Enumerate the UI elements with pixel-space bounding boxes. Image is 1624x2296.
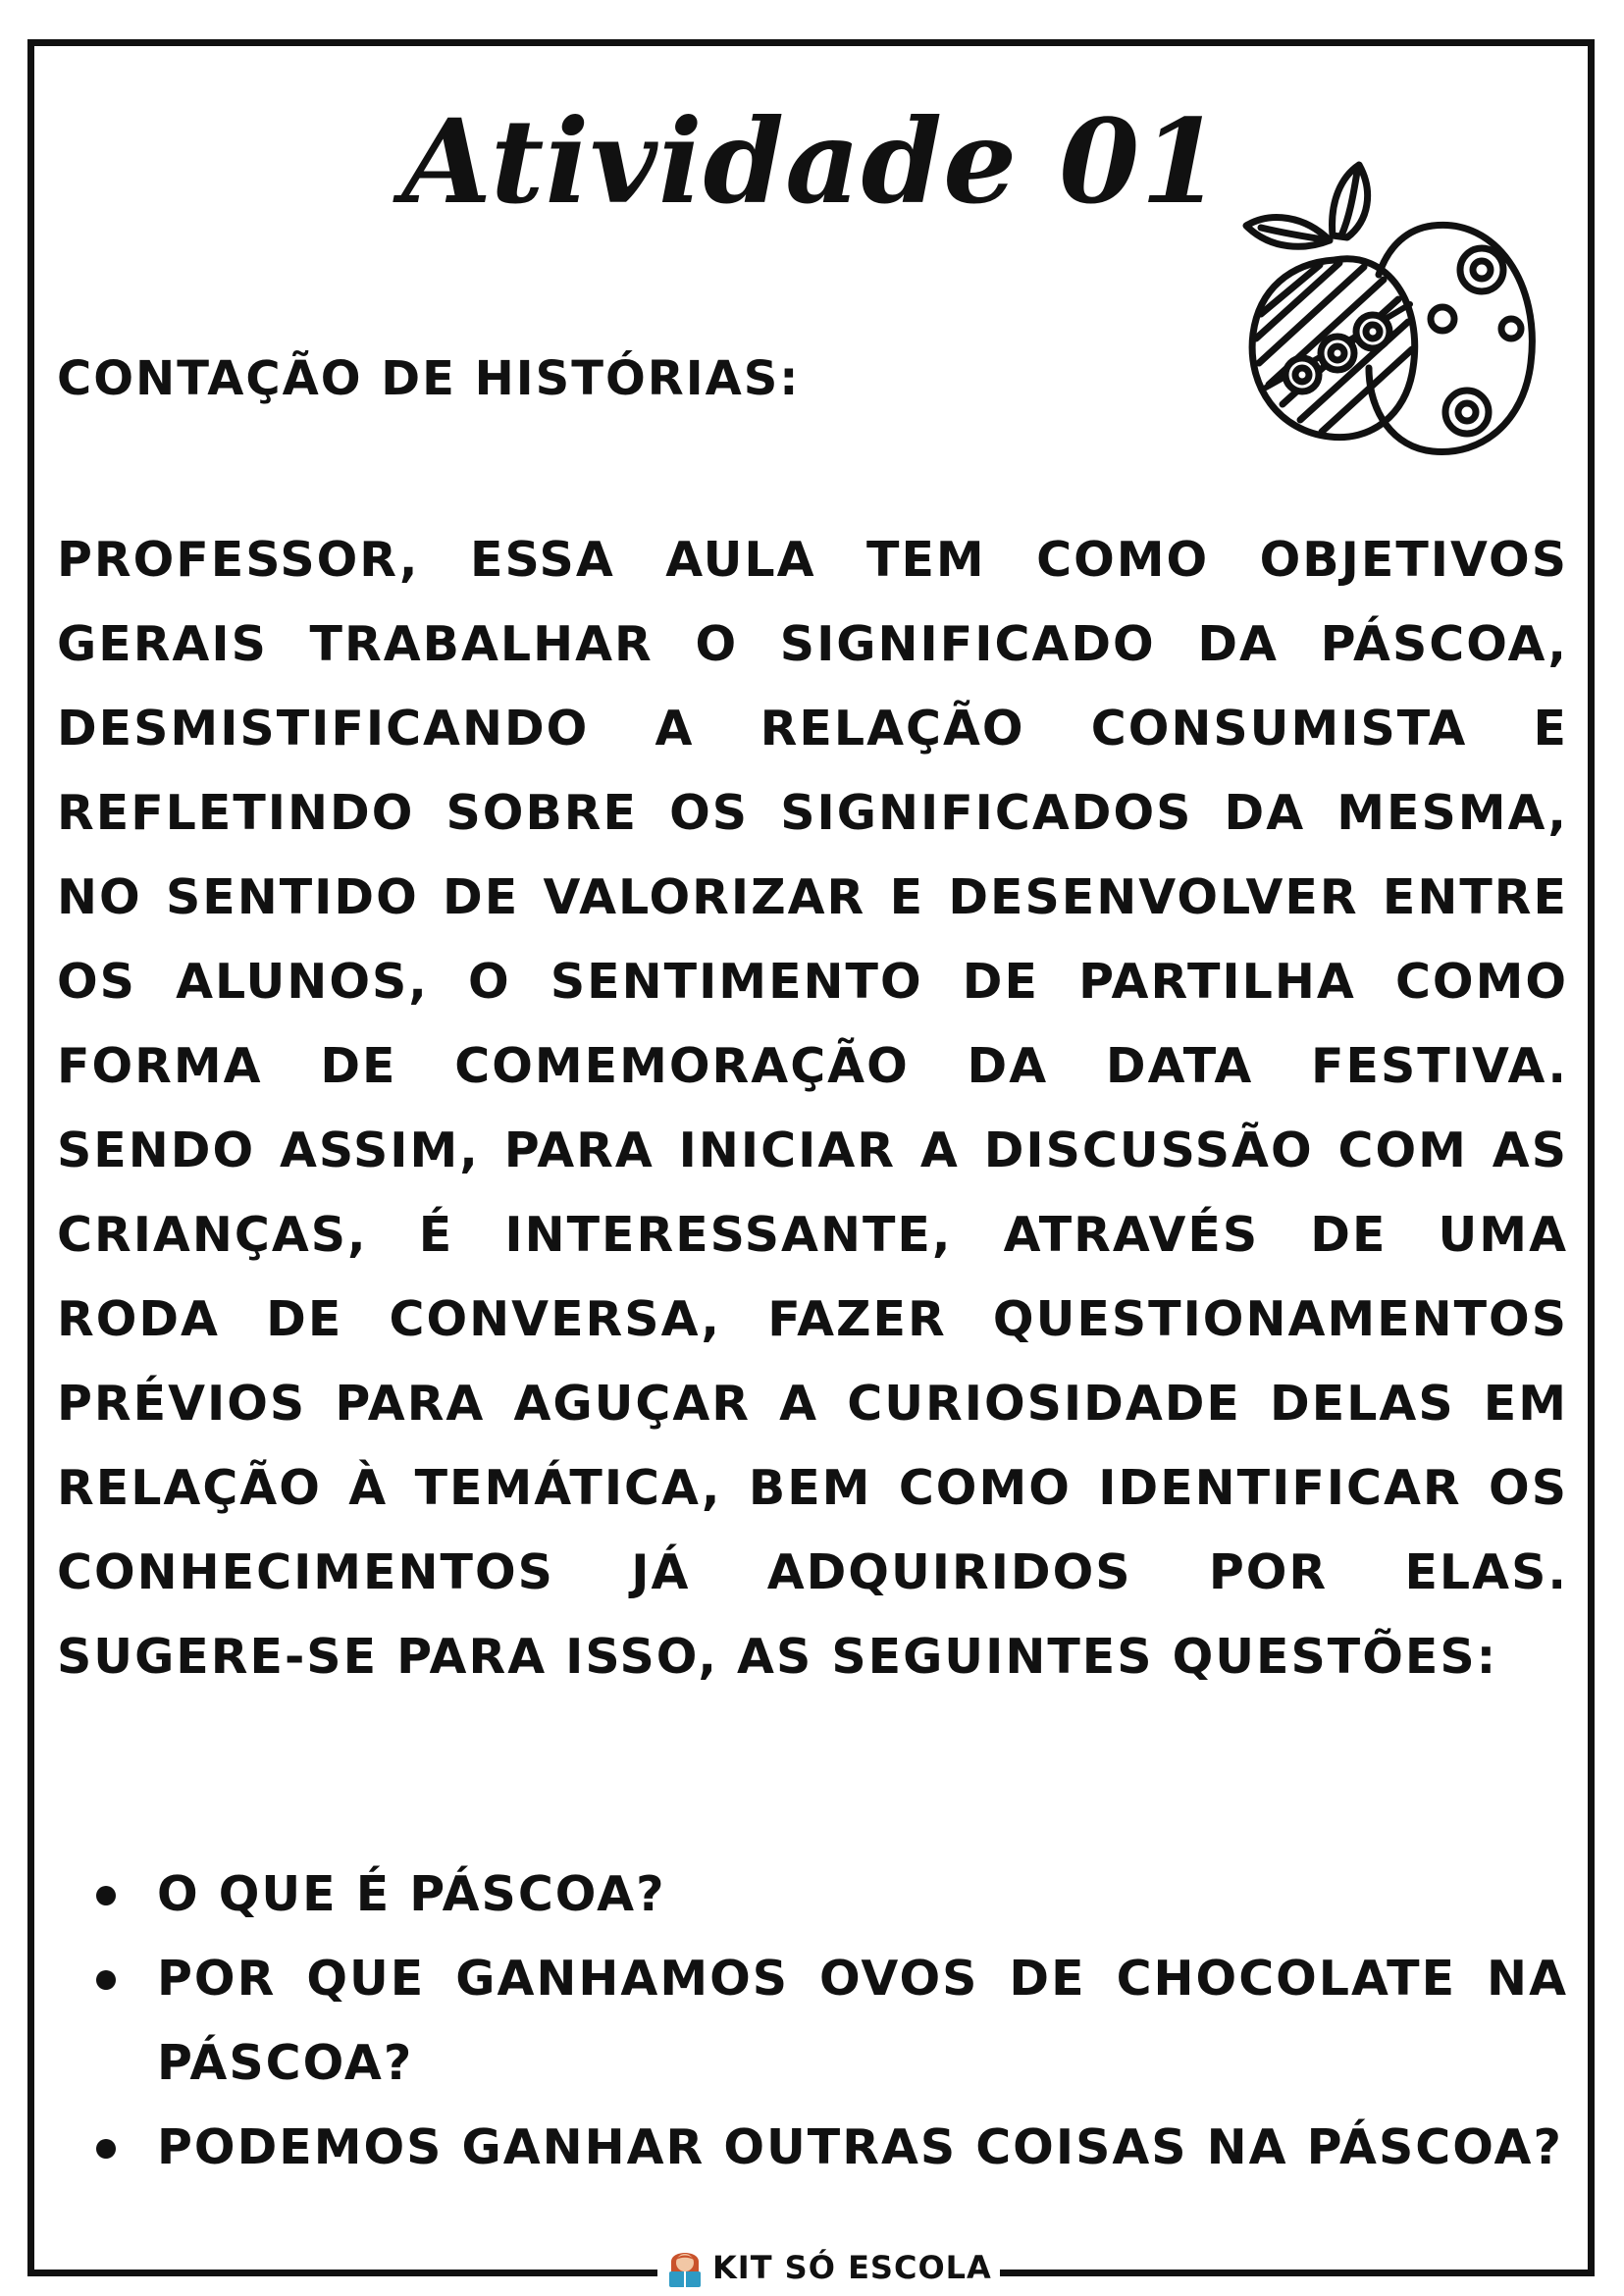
bullet-icon [96, 1886, 116, 1905]
brand-name: KIT SÓ ESCOLA [712, 2249, 992, 2286]
page-title: Atividade 01 [401, 93, 1223, 230]
bullet-icon [96, 2139, 116, 2159]
list-item [57, 1852, 1568, 1937]
question-text: POR QUE GANHAMOS OVOS DE CHOCOLATE NA PÁSCOA? [157, 1951, 1568, 2091]
question-text: O QUE É PÁSCOA? [157, 1866, 666, 1922]
bullet-icon [96, 1970, 116, 1990]
instruction-paragraph: PROFESSOR, ESSA AULA TEM COMO OBJETIVOS GERAIS TRABALHAR O SIGNIFICADO DA PÁSCOA, DESMISTIFICANDO A RELAÇÃO CONSUMISTA E REFLETINDO SOBRE OS SIGNIFICADOS DA MESMA, NO SENTIDO DE VALORIZAR E DESENVOLVER ENTRE OS ALUNOS, O SENTIMENTO DE PARTILHA COMO FORMA DE COMEMORAÇÃO DA DATA FESTIVA. SENDO ASSIM, PARA INICIAR A DISCUSSÃO COM AS CRIANÇAS, É INTERESSANTE, ATRAVÉS DE UMA RODA DE CONVERSA, FAZER QUESTIONAMENTOS PRÉVIOS PARA AGUÇAR A CURIOSIDADE DELAS EM RELAÇÃO À TEMÁTICA, BEM COMO IDENTIFICAR OS CONHECIMENTOS JÁ ADQUIRIDOS POR ELAS. SUGERE-SE PARA ISSO, AS SEGUINTES QUESTÕES: [57, 532, 1568, 1685]
section-subtitle: CONTAÇÃO DE HISTÓRIAS: [57, 351, 801, 406]
girl-reading-icon [665, 2246, 705, 2289]
question-text: PODEMOS GANHAR OUTRAS COISAS NA PÁSCOA? [157, 2119, 1563, 2175]
list-item [57, 2106, 1568, 2190]
easter-eggs-icon [1231, 157, 1565, 471]
question-list [57, 1852, 1568, 2190]
list-item [57, 1937, 1568, 2106]
brand-footer [657, 2245, 1000, 2290]
